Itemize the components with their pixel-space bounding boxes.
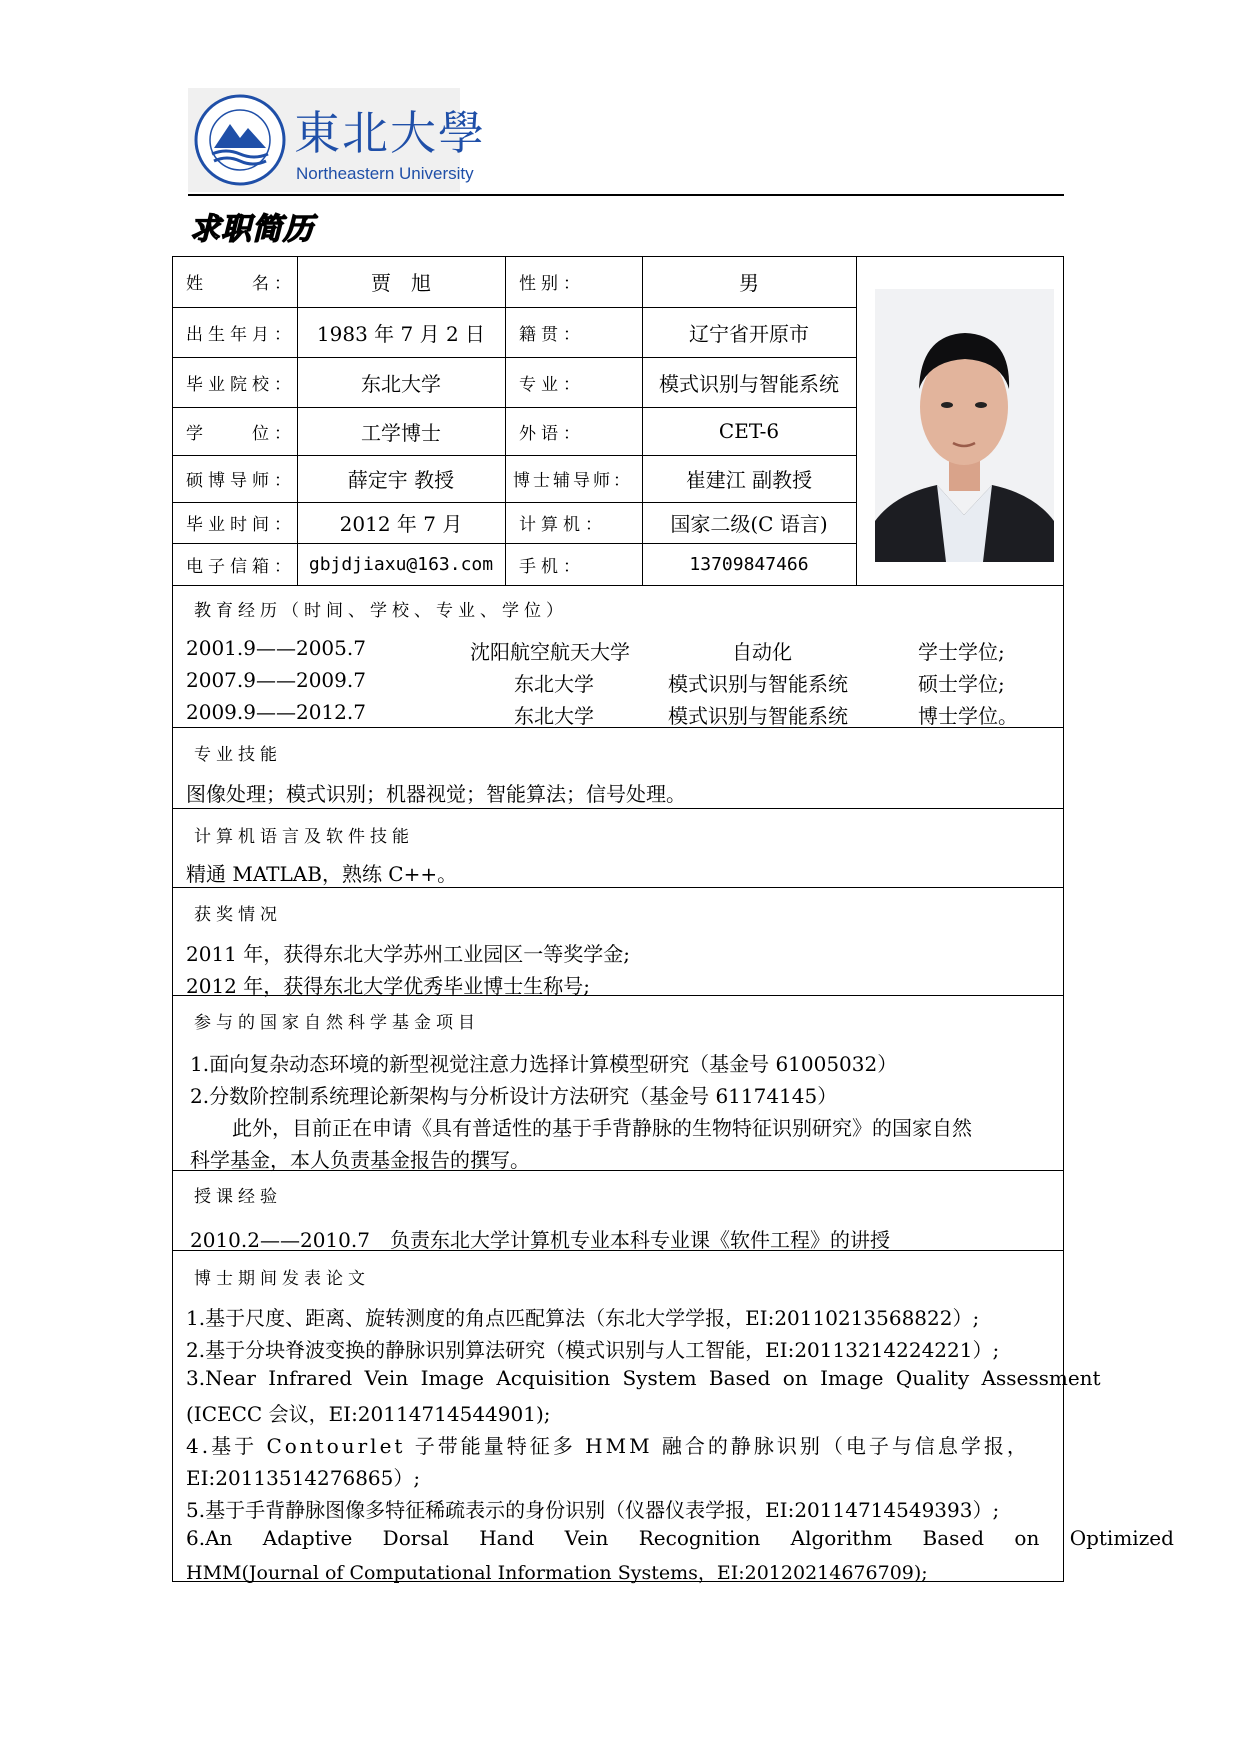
gender-value: 男 bbox=[739, 271, 759, 295]
edu-degree: 博士学位。 bbox=[918, 704, 1018, 728]
paper-line: HMM(Journal of Computational Information Systems，EI:20120214676709); bbox=[186, 1562, 928, 1584]
degree-value: 工学博士 bbox=[361, 420, 441, 445]
gender-label: 性别： bbox=[519, 274, 585, 294]
logo-chinese-wordmark: 東北大學 bbox=[294, 106, 486, 160]
university-seal-icon bbox=[194, 94, 286, 186]
school-label: 毕业院校： bbox=[186, 374, 296, 395]
degree-label: 学 位： bbox=[186, 423, 296, 444]
teaching-title: 授课经验 bbox=[194, 1187, 282, 1207]
header-rule bbox=[188, 194, 1064, 196]
nsfc-item: 2.分数阶控制系统理论新架构与分析设计方法研究（基金号 61174145） bbox=[190, 1084, 838, 1108]
paper-line: (ICECC 会议，EI:20114714544901); bbox=[186, 1402, 551, 1426]
edu-period: 2007.9——2009.7 bbox=[186, 668, 366, 692]
nsfc-paragraph-line: 此外，目前正在申请《具有普适性的基于手背静脉的生物特征识别研究》的国家自然 bbox=[232, 1116, 972, 1140]
native-place-label: 籍贯： bbox=[519, 324, 585, 345]
edu-degree: 学士学位; bbox=[918, 640, 1005, 664]
portrait-photo-icon bbox=[875, 289, 1054, 562]
email-value[interactable]: gbjdjiaxu@163.com bbox=[308, 553, 494, 575]
advisor-label: 硕博导师： bbox=[186, 471, 296, 491]
computer-value: 国家二级(C 语言) bbox=[670, 512, 828, 536]
education-title: 教育经历（时间、学校、专业、学位） bbox=[194, 601, 568, 621]
edu-school: 沈阳航空航天大学 bbox=[470, 640, 630, 664]
document-title: 求职简历 bbox=[190, 212, 314, 247]
co-advisor-label: 博士辅导师： bbox=[513, 471, 633, 491]
email-label: 电子信箱： bbox=[186, 556, 296, 577]
papers-title: 博士期间发表论文 bbox=[194, 1269, 370, 1289]
major-value: 模式识别与智能系统 bbox=[659, 371, 839, 396]
teaching-text: 2010.2——2010.7 负责东北大学计算机专业本科专业课《软件工程》的讲授 bbox=[190, 1228, 890, 1252]
paper-line: 6.An Adaptive Dorsal Hand Vein Recognition Algorithm Based on Optimized bbox=[186, 1526, 1174, 1550]
software-text: 精通 MATLAB，熟练 C++。 bbox=[186, 862, 458, 886]
grid-line bbox=[856, 256, 857, 586]
paper-line: 5.基于手背静脉图像多特征稀疏表示的身份识别（仪器仪表学报，EI:20114714549393）; bbox=[186, 1498, 1000, 1522]
school-value: 东北大学 bbox=[361, 371, 441, 396]
paper-line: 3.Near Infrared Vein Image Acquisition System Based on Image Quality Assessment bbox=[186, 1366, 1101, 1390]
edu-period: 2009.9——2012.7 bbox=[186, 700, 366, 724]
edu-major: 自动化 bbox=[732, 640, 792, 664]
logo-english-wordmark: Northeastern University bbox=[296, 164, 474, 183]
edu-major: 模式识别与智能系统 bbox=[668, 672, 848, 696]
awards-title: 获奖情况 bbox=[194, 905, 282, 925]
section-divider bbox=[172, 808, 1064, 809]
edu-school: 东北大学 bbox=[514, 704, 594, 728]
paper-line: EI:20113514276865）; bbox=[186, 1466, 421, 1490]
award-item: 2011 年，获得东北大学苏州工业园区一等奖学金; bbox=[186, 942, 630, 966]
co-advisor-value: 崔建江 副教授 bbox=[685, 468, 813, 492]
name-value: 贾 旭 bbox=[371, 271, 431, 295]
nsfc-item: 1.面向复杂动态环境的新型视觉注意力选择计算模型研究（基金号 61005032） bbox=[190, 1052, 898, 1076]
portrait-photo bbox=[875, 289, 1054, 562]
edu-school: 东北大学 bbox=[514, 672, 594, 696]
edu-major: 模式识别与智能系统 bbox=[668, 704, 848, 728]
nsfc-title: 参与的国家自然科学基金项目 bbox=[194, 1013, 480, 1033]
software-title: 计算机语言及软件技能 bbox=[194, 827, 414, 847]
university-logo bbox=[188, 88, 486, 192]
section-divider bbox=[172, 585, 1064, 586]
paper-line: 1.基于尺度、距离、旋转测度的角点匹配算法（东北大学学报，EI:20110213568822）; bbox=[186, 1306, 980, 1330]
birth-label: 出生年月： bbox=[186, 324, 296, 345]
skills-text: 图像处理；模式识别；机器视觉；智能算法；信号处理。 bbox=[186, 782, 686, 806]
foreign-language-value: CET-6 bbox=[718, 419, 780, 443]
skills-title: 专业技能 bbox=[194, 745, 282, 765]
paper-line: 4.基于 Contourlet 子带能量特征多 HMM 融合的静脉识别（电子与信息学报， bbox=[186, 1434, 1030, 1458]
native-place-value: 辽宁省开原市 bbox=[689, 321, 809, 346]
award-item: 2012 年，获得东北大学优秀毕业博士生称号; bbox=[186, 974, 590, 998]
advisor-value: 薛定宇 教授 bbox=[347, 468, 455, 492]
phone-label: 手机： bbox=[519, 556, 585, 577]
computer-label: 计算机： bbox=[519, 515, 607, 535]
paper-line: 2.基于分块脊波变换的静脉识别算法研究（模式识别与人工智能，EI:20113214224221）; bbox=[186, 1338, 1000, 1362]
nsfc-paragraph-line: 科学基金，本人负责基金报告的撰写。 bbox=[190, 1148, 530, 1172]
phone-value: 13709847466 bbox=[689, 553, 809, 575]
section-divider bbox=[172, 887, 1064, 888]
name-label: 姓 名： bbox=[186, 274, 296, 294]
edu-degree: 硕士学位; bbox=[918, 672, 1005, 696]
foreign-language-label: 外语： bbox=[519, 423, 585, 444]
graduation-label: 毕业时间： bbox=[186, 515, 296, 535]
birth-value: 1983 年 7 月 2 日 bbox=[316, 321, 486, 346]
major-label: 专业： bbox=[519, 374, 585, 395]
edu-period: 2001.9——2005.7 bbox=[186, 636, 366, 660]
graduation-value: 2012 年 7 月 bbox=[339, 512, 463, 536]
